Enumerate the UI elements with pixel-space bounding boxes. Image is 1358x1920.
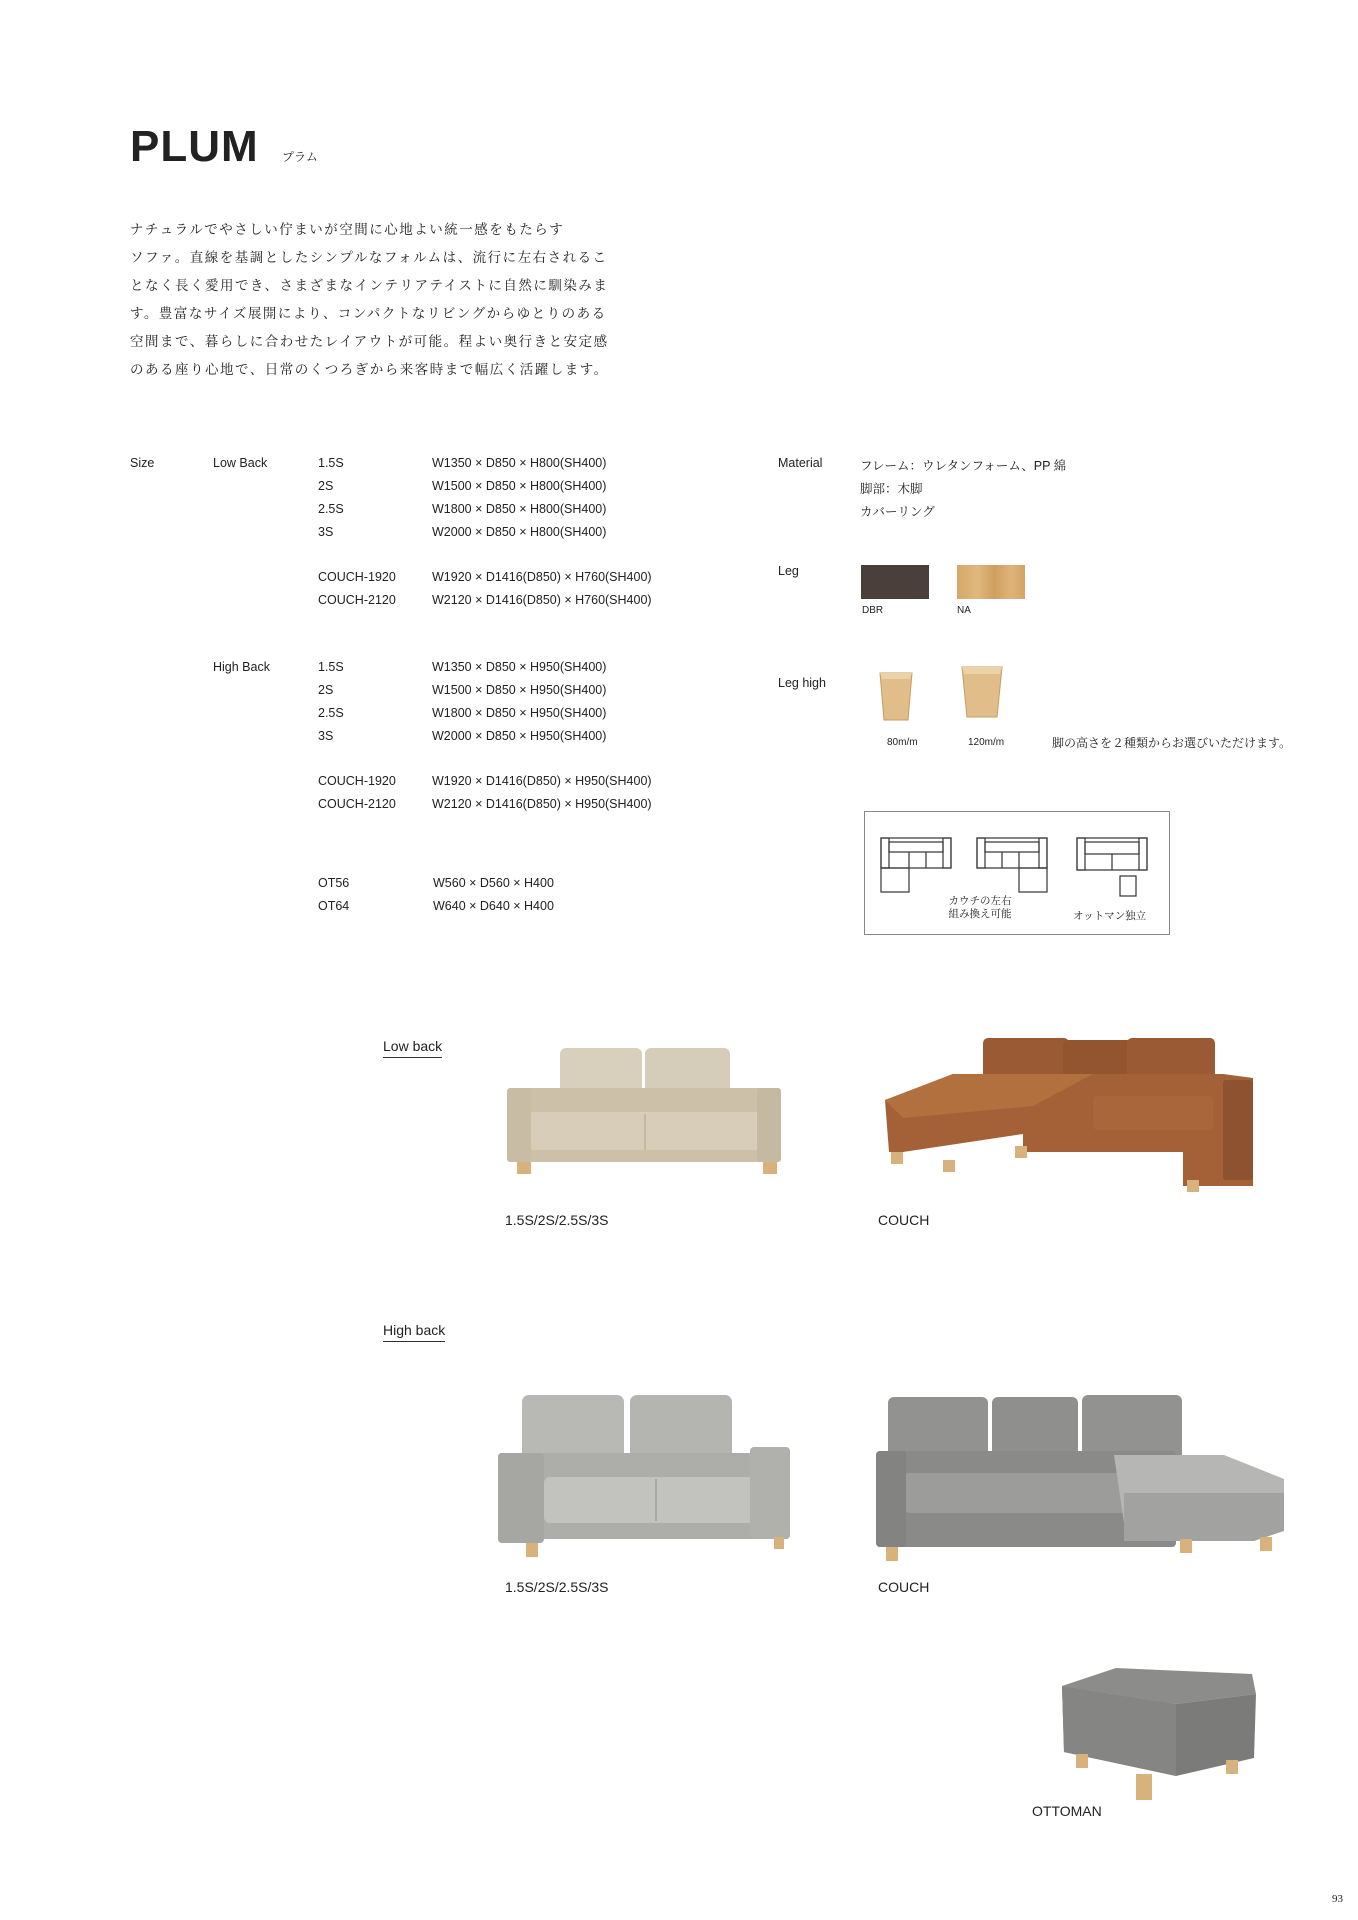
high-back-heading: High back <box>383 1322 445 1342</box>
size-dims: W1800 × D850 × H800(SH400) <box>432 502 607 516</box>
low-back-couch-image <box>883 1034 1255 1194</box>
material-label: Material <box>778 456 823 470</box>
layout-diagram <box>864 811 1170 935</box>
product-description <box>130 216 610 384</box>
leg-height-option: 120m/m <box>968 737 1005 748</box>
size-dims: W2000 × D850 × H950(SH400) <box>432 729 607 743</box>
high-back-couch-image <box>874 1393 1286 1565</box>
size-dims: W2120 × D1416(D850) × H950(SH400) <box>432 797 652 811</box>
high-back-sofa-image <box>496 1393 794 1565</box>
diagram-caption-left: カウチの左右 組み換え可能 <box>948 895 1012 920</box>
size-model: 2.5S <box>318 502 344 516</box>
size-model: OT64 <box>318 899 350 913</box>
size-model: COUCH-2120 <box>318 593 396 607</box>
product-caption: 1.5S/2S/2.5S/3S <box>505 1212 609 1228</box>
size-model: 3S <box>318 525 334 539</box>
low-back-sofa-image <box>505 1044 787 1194</box>
size-dims: W1500 × D850 × H950(SH400) <box>432 683 607 697</box>
leg-swatch-code: DBR <box>862 605 884 616</box>
product-caption: COUCH <box>878 1212 930 1228</box>
leg-swatch-na <box>957 565 1025 599</box>
ottoman-image <box>1056 1664 1256 1804</box>
size-model: 1.5S <box>318 456 344 470</box>
material-line: カバーリング <box>860 505 935 519</box>
description-line: となく長く愛用でき、さまざまなインテリアテイストに自然に馴染みま <box>130 278 609 293</box>
size-dims: W2120 × D1416(D850) × H760(SH400) <box>432 593 652 607</box>
page-subtitle: プラム <box>282 150 318 164</box>
size-dims: W2000 × D850 × H800(SH400) <box>432 525 607 539</box>
page-title: PLUM <box>130 122 259 171</box>
leg-height-option: 80m/m <box>887 737 918 748</box>
size-dims: W1800 × D850 × H950(SH400) <box>432 706 607 720</box>
size-dims: W640 × D640 × H400 <box>433 899 554 913</box>
leg-swatch-dbr <box>861 565 929 599</box>
leg-label: Leg <box>778 564 799 578</box>
size-label: Size <box>130 456 155 470</box>
size-model: COUCH-2120 <box>318 797 396 811</box>
size-model: OT56 <box>318 876 350 890</box>
high-back-label: High Back <box>213 660 270 674</box>
page-number: 93 <box>1332 1893 1343 1905</box>
low-back-heading: Low back <box>383 1038 442 1058</box>
size-dims: W1500 × D850 × H800(SH400) <box>432 479 607 493</box>
leg-swatch-code: NA <box>957 605 971 616</box>
material-line: フレーム：ウレタンフォーム、PP 綿 <box>860 459 1067 473</box>
description-line: す。豊富なサイズ展開により、コンパクトなリビングからゆとりのある <box>130 306 607 321</box>
size-model: 2.5S <box>318 706 344 720</box>
description-line: ナチュラルでやさしい佇まいが空間に心地よい統一感をもたらす <box>130 222 565 237</box>
ottoman-caption: OTTOMAN <box>1032 1803 1102 1819</box>
leg-height-note: 脚の高さを２種類からお選びいただけます。 <box>1052 736 1292 750</box>
size-dims: W560 × D560 × H400 <box>433 876 554 890</box>
size-dims: W1350 × D850 × H950(SH400) <box>432 660 607 674</box>
material-line: 脚部：木脚 <box>860 482 923 496</box>
leg-height-illustration <box>875 665 1005 730</box>
product-caption: COUCH <box>878 1579 930 1595</box>
size-model: 1.5S <box>318 660 344 674</box>
size-model: 2S <box>318 479 334 493</box>
size-model: 2S <box>318 683 334 697</box>
size-model: 3S <box>318 729 334 743</box>
size-model: COUCH-1920 <box>318 570 396 584</box>
diagram-caption-right: オットマン独立 <box>1073 910 1147 922</box>
leg-high-label: Leg high <box>778 676 826 690</box>
size-model: COUCH-1920 <box>318 774 396 788</box>
size-dims: W1350 × D850 × H800(SH400) <box>432 456 607 470</box>
size-dims: W1920 × D1416(D850) × H760(SH400) <box>432 570 652 584</box>
low-back-label: Low Back <box>213 456 268 470</box>
description-line: 空間まで、暮らしに合わせたレイアウトが可能。程よい奥行きと安定感 <box>130 334 609 349</box>
description-line: のある座り心地で、日常のくつろぎから来客時まで幅広く活躍します。 <box>130 362 609 377</box>
size-dims: W1920 × D1416(D850) × H950(SH400) <box>432 774 652 788</box>
product-caption: 1.5S/2S/2.5S/3S <box>505 1579 609 1595</box>
description-line: ソファ。直線を基調としたシンプルなフォルムは、流行に左右されるこ <box>130 250 608 265</box>
